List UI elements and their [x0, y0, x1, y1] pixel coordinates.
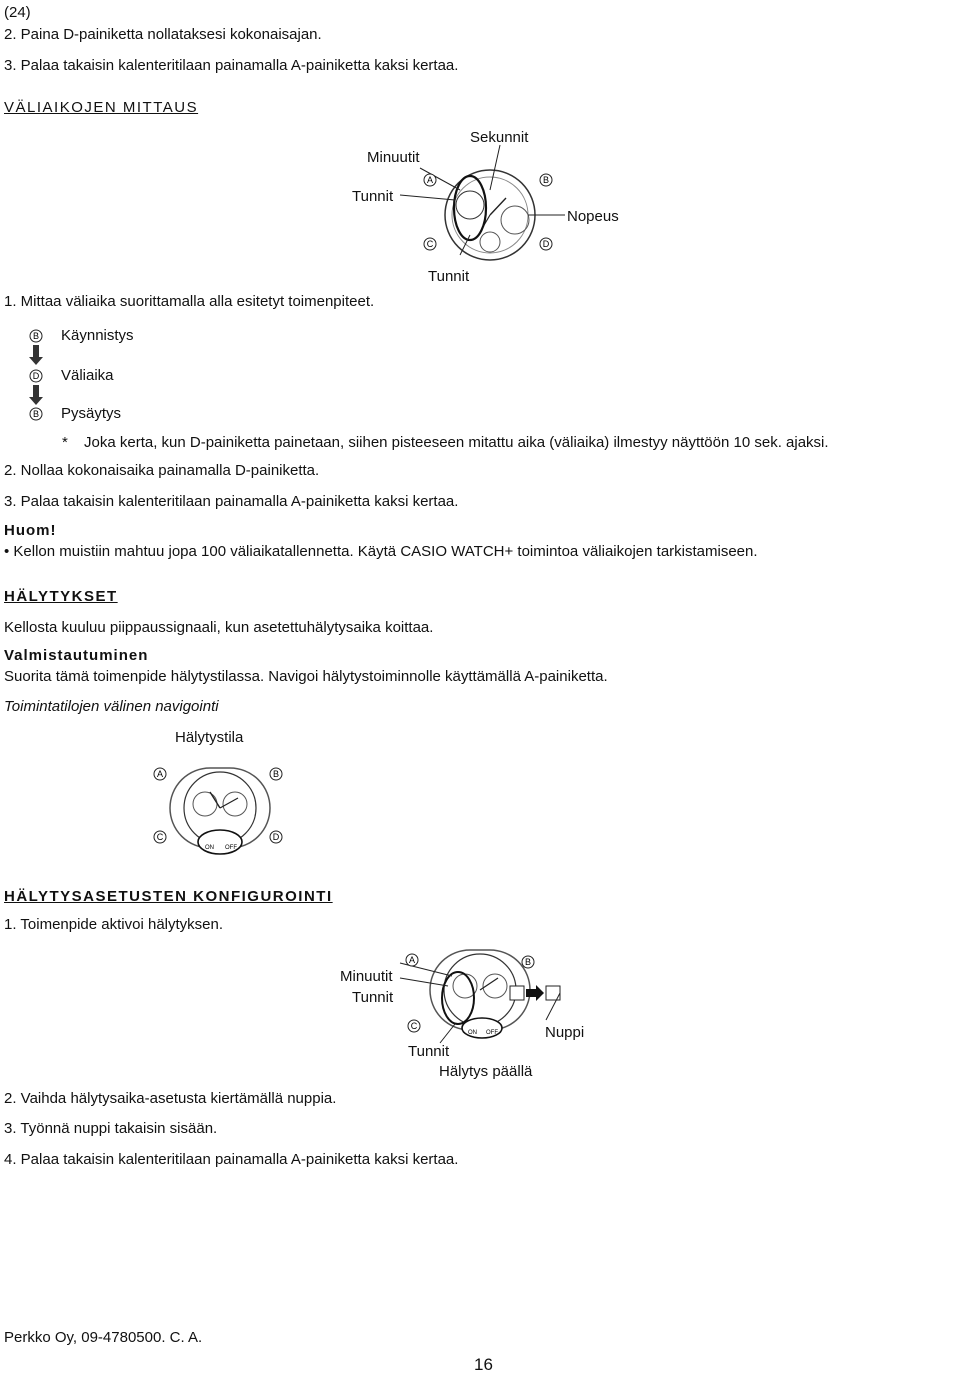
leader-config-tunnit-bottom — [440, 1024, 455, 1043]
svg-text:C: C — [410, 1021, 418, 1031]
note-heading: Huom! — [4, 522, 57, 539]
button-a-icon — [154, 768, 166, 780]
note-bullet: • Kellon muistiin mahtuu jopa 100 väliaikatallennetta. Käytä CASIO WATCH+ toimintoa väliaikojen tarkistamiseen. — [4, 543, 758, 560]
top-step-3: 3. Palaa takaisin kalenteritilaan painamalla A-painiketta kaksi kertaa. — [4, 57, 459, 74]
label-sekunnit: Sekunnit — [470, 129, 529, 146]
split-note: Joka kerta, kun D-painiketta painetaan, siihen pisteeseen mitattu aika (väliaika) ilmestyy näyttöön 10 sek. ajaksi. — [84, 434, 829, 451]
prep-text: Suorita tämä toimenpide hälytystilassa. Navigoi hälytystoiminnolle käyttämällä A-painiketta. — [4, 668, 608, 685]
svg-text:C: C — [156, 832, 164, 842]
label-config-tunnit: Tunnit — [352, 989, 394, 1006]
page-number: 16 — [474, 1355, 493, 1374]
dial-off-text: OFF — [486, 1030, 498, 1036]
label-crown: Nuppi — [545, 1024, 585, 1041]
config-step-4: 4. Palaa takaisin kalenteritilaan painamalla A-painiketta kaksi kertaa. — [4, 1151, 459, 1168]
label-tunnit-top: Tunnit — [352, 188, 394, 205]
split-step-3: 3. Palaa takaisin kalenteritilaan painamalla A-painiketta kaksi kertaa. — [4, 493, 459, 510]
button-a-icon — [424, 174, 436, 186]
svg-text:D: D — [542, 239, 550, 249]
button-a-icon — [406, 954, 418, 966]
svg-text:B: B — [272, 769, 280, 779]
split-heading: VÄLIAIKOJEN MITTAUS — [4, 99, 199, 116]
svg-text:B: B — [32, 409, 40, 419]
label-alarm-on: Hälytys päällä — [439, 1063, 533, 1080]
button-d-icon — [540, 238, 552, 250]
alarms-heading: HÄLYTYKSET — [4, 588, 118, 605]
svg-text:A: A — [426, 175, 434, 185]
svg-text:A: A — [156, 769, 164, 779]
down-arrow-icon — [29, 345, 43, 365]
button-b-icon — [270, 768, 282, 780]
seq-label-split: Väliaika — [61, 367, 114, 384]
label-nopeus: Nopeus — [567, 208, 619, 225]
reference-number: (24) — [4, 4, 31, 21]
seq-label-stop: Pysäytys — [61, 405, 122, 422]
button-b-icon — [540, 174, 552, 186]
svg-text:C: C — [426, 239, 434, 249]
svg-text:B: B — [542, 175, 550, 185]
config-step-3: 3. Työnnä nuppi takaisin sisään. — [4, 1120, 218, 1137]
seq-label-start: Käynnistys — [61, 327, 134, 344]
svg-text:A: A — [408, 955, 416, 965]
svg-text:B: B — [524, 957, 532, 967]
top-step-2: 2. Paina D-painiketta nollataksesi kokonaisajan. — [4, 26, 322, 43]
split-step-1: 1. Mittaa väliaika suorittamalla alla esitetyt toimenpiteet. — [4, 293, 375, 310]
seq-button-b-icon — [30, 330, 42, 342]
dial-on-text: ON — [468, 1030, 477, 1036]
seq-button-d-icon — [30, 370, 42, 382]
leader-tunnit — [400, 195, 455, 200]
button-c-icon — [408, 1020, 420, 1032]
label-tunnit-bottom: Tunnit — [428, 268, 470, 285]
dial-on-text: ON — [205, 845, 214, 851]
footer-company: Perkko Oy, 09-4780500. C. A. — [4, 1329, 203, 1346]
svg-text:D: D — [272, 832, 280, 842]
button-d-icon — [270, 831, 282, 843]
config-heading: HÄLYTYSASETUSTEN KONFIGUROINTI — [4, 888, 333, 905]
down-arrow-icon — [29, 385, 43, 405]
label-alarm-mode: Hälytystila — [175, 729, 244, 746]
config-step-2: 2. Vaihda hälytysaika-asetusta kiertämällä nuppia. — [4, 1090, 337, 1107]
label-config-tunnit-bottom: Tunnit — [408, 1043, 450, 1060]
dial-off-text: OFF — [225, 845, 237, 851]
label-minuutit: Minuutit — [367, 149, 420, 166]
alarm-watch-diagram — [150, 762, 290, 857]
alarms-intro: Kellosta kuuluu piippaussignaali, kun asetettuhälytysaika koittaa. — [4, 619, 434, 636]
prep-heading: Valmistautuminen — [4, 647, 149, 664]
note-star: * — [62, 434, 68, 451]
svg-text:D: D — [32, 371, 40, 381]
label-config-minuutit: Minuutit — [340, 968, 393, 985]
nav-heading: Toimintatilojen välinen navigointi — [4, 698, 219, 715]
split-step-2: 2. Nollaa kokonaisaika painamalla D-painiketta. — [4, 462, 320, 479]
sequence-arrows — [26, 327, 46, 417]
button-b-icon — [522, 956, 534, 968]
button-c-icon — [154, 831, 166, 843]
split-watch-diagram — [400, 160, 570, 270]
config-step-1: 1. Toimenpide aktivoi hälytyksen. — [4, 916, 224, 933]
seq-button-b-icon — [30, 408, 42, 420]
button-c-icon — [424, 238, 436, 250]
svg-text:B: B — [32, 331, 40, 341]
config-watch-diagram — [400, 948, 570, 1043]
